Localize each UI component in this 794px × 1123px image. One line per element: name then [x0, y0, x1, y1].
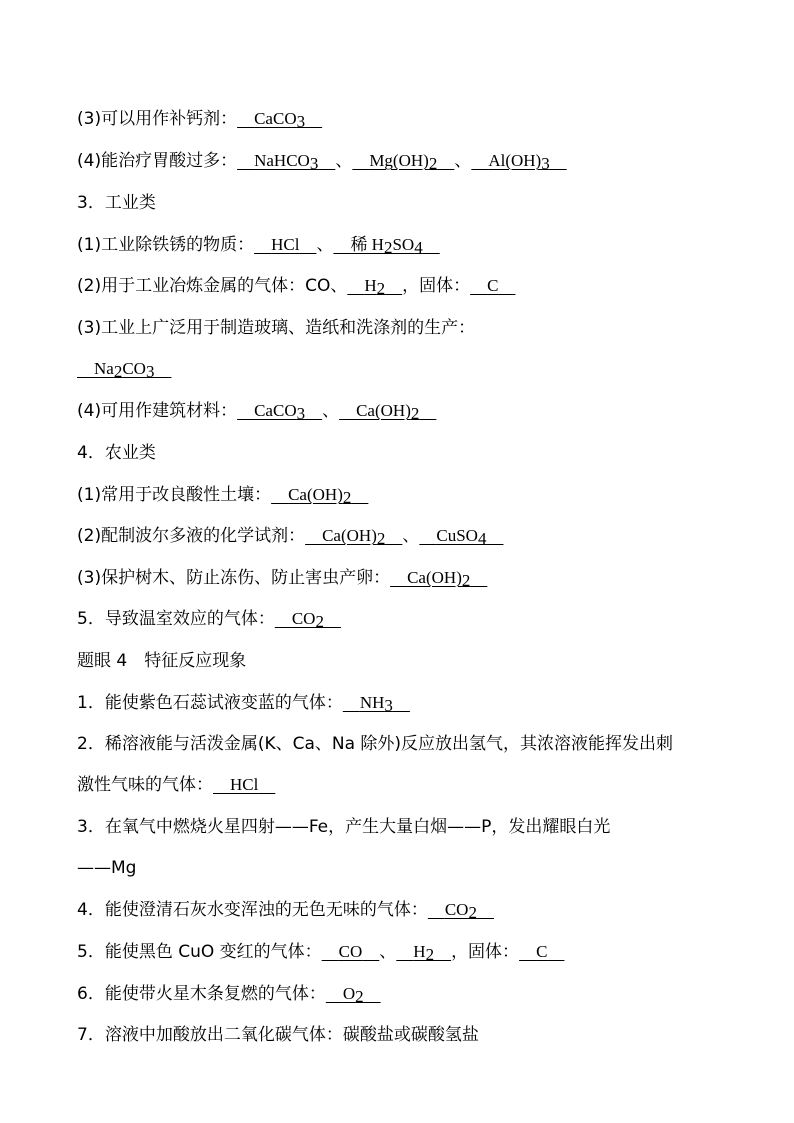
answer-text: Al(OH) [488, 151, 542, 170]
answer-text: Ca(OH) [322, 526, 377, 545]
static-text: 3．工业类 [77, 193, 156, 213]
answer-text: C [487, 276, 499, 295]
text-line [77, 733, 734, 755]
text-line [77, 692, 734, 714]
answer-text: Ca(OH) [407, 568, 462, 587]
answer-text: NH [359, 693, 385, 712]
subscript: 4 [414, 238, 423, 257]
static-text: 3．在氧气中燃烧火星四射——Fe，产生大量白烟——P，发出耀眼白光 [77, 817, 611, 837]
answer-blank [343, 693, 410, 713]
answer-text: CO [291, 609, 316, 628]
text-line [77, 150, 734, 172]
static-text: (1)工业除铁锈的物质： [77, 235, 255, 255]
answer-blank [271, 485, 368, 505]
subscript: 2 [425, 945, 435, 964]
subscript: 2 [428, 154, 438, 173]
static-text: (4)能治疗胃酸过多： [77, 151, 238, 171]
answer-text: SO [392, 235, 415, 254]
answer-blank [428, 900, 494, 920]
answer-blank [352, 151, 454, 171]
subscript: 2 [383, 238, 393, 257]
subscript: 2 [376, 529, 386, 548]
static-text: 、 [322, 401, 340, 421]
answer-text: Mg(OH) [369, 151, 429, 170]
answer-text: C [536, 942, 548, 961]
text-line [77, 358, 734, 380]
static-text: (3)可以用作补钙剂： [77, 109, 238, 129]
answer-blank [213, 775, 275, 795]
answer-blank [390, 568, 487, 588]
answer-text: CO [444, 900, 469, 919]
static-text: 5．能使黑色 CuO 变红的气体： [77, 942, 322, 962]
text-line [77, 816, 734, 838]
answer-text: O [342, 984, 356, 1003]
text-line [77, 108, 734, 130]
answer-text: Ca(OH) [356, 401, 411, 420]
subscript: 2 [410, 404, 420, 423]
static-text: ，固体： [402, 276, 471, 296]
text-line [77, 400, 734, 422]
static-text: 、 [454, 151, 472, 171]
answer-text: CaCO [254, 401, 297, 420]
subscript: 2 [315, 612, 324, 631]
subscript: 3 [384, 696, 393, 715]
answer-blank [275, 609, 341, 629]
answer-blank [347, 276, 402, 296]
answer-text: HCl [230, 775, 259, 794]
static-text: (4)可用作建筑材料： [77, 401, 238, 421]
answer-text: NaHCO [254, 151, 310, 170]
answer-text: CO [338, 942, 363, 961]
static-text: 4．能使澄清石灰水变浑浊的无色无味的气体： [77, 900, 428, 920]
subscript: 2 [468, 903, 477, 922]
answer-blank [471, 151, 566, 171]
static-text: 、 [335, 151, 353, 171]
static-text: 激性气味的气体： [77, 775, 213, 795]
answer-blank [326, 984, 381, 1004]
text-line [77, 442, 734, 464]
text-line [77, 1024, 734, 1046]
answer-text: CO [122, 359, 146, 378]
subscript: 4 [477, 529, 487, 548]
static-text: (1)常用于改良酸性土壤： [77, 485, 272, 505]
text-line [77, 484, 734, 506]
static-text: 、 [402, 526, 420, 546]
answer-text: Ca(OH) [288, 485, 343, 504]
subscript: 3 [296, 112, 306, 131]
answer-text: HCl [271, 235, 300, 254]
static-text: 6．能使带火星木条复燃的气体： [77, 984, 326, 1004]
subscript: 3 [145, 362, 155, 381]
answer-blank [470, 276, 515, 296]
answer-blank [77, 359, 171, 379]
answer-blank [254, 235, 316, 255]
answer-text: 稀 H [350, 235, 384, 254]
answer-blank [237, 401, 322, 421]
answer-blank [519, 942, 564, 962]
static-text: ——Mg [77, 858, 137, 878]
subscript: 3 [296, 404, 306, 423]
text-line [77, 857, 734, 879]
answer-blank [322, 942, 380, 962]
static-text: 5．导致温室效应的气体： [77, 609, 275, 629]
static-text: 1．能使紫色石蕊试液变蓝的气体： [77, 693, 343, 713]
static-text: 2．稀溶液能与活泼金属(K、Ca、Na 除外)反应放出氢气，其浓溶液能挥发出刺 [77, 734, 674, 754]
answer-blank [339, 401, 436, 421]
static-text: (2)用于工业冶炼金属的气体：CO、 [77, 276, 348, 296]
static-text: 、 [379, 942, 397, 962]
answer-text: H [364, 276, 377, 295]
static-text: (2)配制波尔多液的化学试剂： [77, 526, 306, 546]
text-line [77, 774, 734, 796]
static-text: 题眼 4 特征反应现象 [77, 651, 247, 671]
text-line [77, 650, 734, 672]
subscript: 2 [461, 571, 471, 590]
text-line [77, 234, 734, 256]
text-line [77, 983, 734, 1005]
answer-blank [396, 942, 451, 962]
static-text: 7．溶液中加酸放出二氧化碳气体：碳酸盐或碳酸氢盐 [77, 1025, 479, 1045]
answer-text: CuSO [436, 526, 478, 545]
answer-text: CaCO [254, 109, 297, 128]
answer-blank [237, 151, 335, 171]
answer-blank [333, 235, 439, 255]
subscript: 3 [309, 154, 319, 173]
subscript: 2 [342, 488, 352, 507]
answer-blank [237, 109, 322, 129]
answer-text: H [413, 942, 426, 961]
subscript: 2 [113, 362, 123, 381]
static-text: (3)保护树木、防止冻伤、防止害虫产卵： [77, 568, 391, 588]
answer-blank [419, 526, 503, 546]
text-line [77, 567, 734, 589]
text-line [77, 275, 734, 297]
text-line [77, 317, 734, 339]
static-text: 4．农业类 [77, 443, 156, 463]
answer-text: Na [94, 359, 114, 378]
subscript: 3 [541, 154, 550, 173]
text-line [77, 192, 734, 214]
text-line [77, 525, 734, 547]
text-line [77, 899, 734, 921]
subscript: 2 [376, 279, 386, 298]
answer-blank [305, 526, 402, 546]
static-text: (3)工业上广泛用于制造玻璃、造纸和洗涤剂的生产： [77, 318, 476, 338]
text-line [77, 608, 734, 630]
text-line [77, 941, 734, 963]
subscript: 2 [355, 987, 364, 1006]
static-text: 、 [316, 235, 334, 255]
static-text: ，固体： [451, 942, 520, 962]
